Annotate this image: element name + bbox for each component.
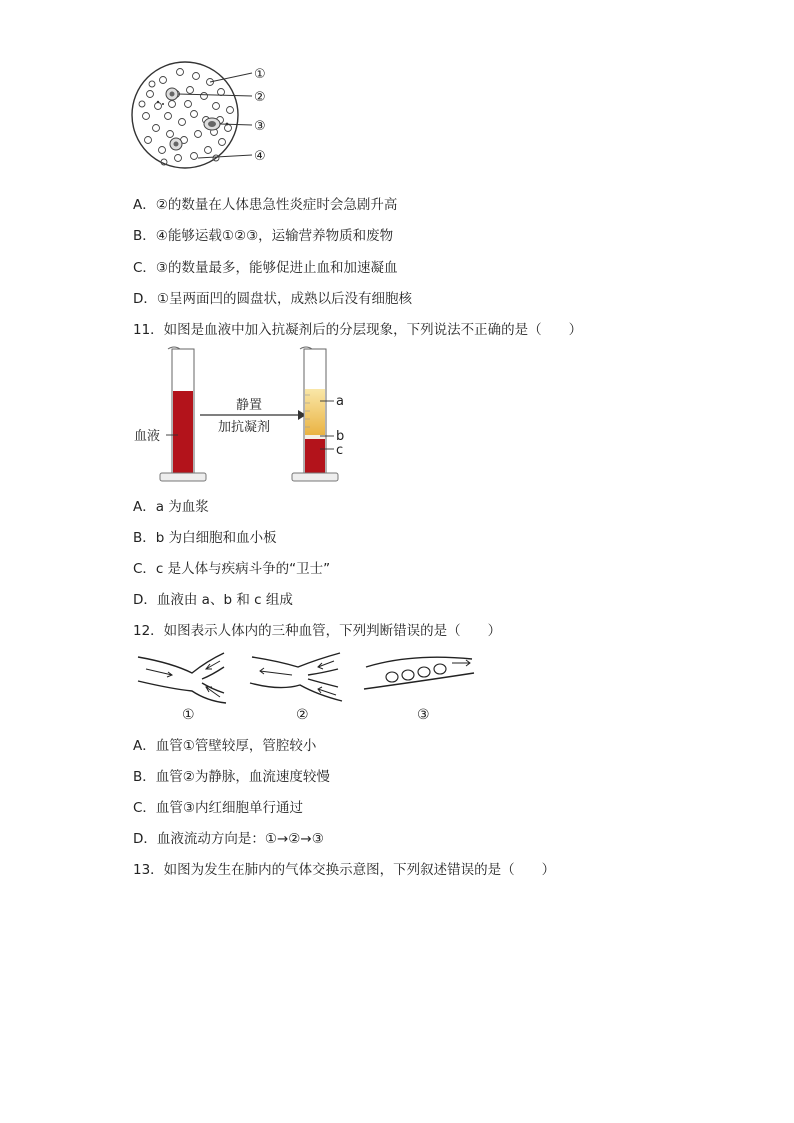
q10-option-b: B．④能够运载①②③，运输营养物质和废物 [133, 228, 394, 244]
q10-option-a: A．②的数量在人体患急性炎症时会急剧升高 [133, 197, 398, 213]
fig1-label-1: ① [254, 67, 266, 82]
blood-vessels-figure [132, 645, 482, 723]
vessel-label-2: ② [296, 707, 309, 723]
arrow-bottom-label: 加抗凝剂 [218, 420, 271, 435]
layer-a [305, 389, 325, 435]
q13-stem: 13．如图为发生在肺内的气体交换示意图，下列叙述错误的是（ ） [133, 862, 556, 878]
q12-option-d: D．血液流动方向是：①→②→③ [133, 831, 324, 847]
q12-option-c: C．血管③内红细胞单行通过 [133, 800, 304, 816]
left-blood [173, 391, 193, 473]
label-c: c [336, 443, 344, 458]
label-b: b [336, 429, 345, 444]
blood-label: 血液 [134, 429, 161, 444]
q11-stem: 11．如图是血液中加入抗凝剂后的分层现象，下列说法不正确的是（ ） [133, 322, 583, 338]
q12-option-b: B．血管②为静脉，血流速度较慢 [133, 769, 330, 785]
blood-smear-figure [128, 58, 278, 173]
vessel-label-1: ① [182, 707, 195, 723]
q11-option-c: C．c 是人体与疾病斗争的“卫士” [133, 561, 331, 577]
q12-stem: 12．如图表示人体内的三种血管，下列判断错误的是（ ） [133, 623, 502, 639]
label-a: a [336, 394, 344, 409]
q11-option-a: A．a 为血浆 [133, 499, 209, 515]
fig1-label-2: ② [254, 90, 266, 105]
arrow-top-label: 静置 [236, 398, 263, 413]
vessel-label-3: ③ [417, 707, 430, 723]
fig1-label-4: ④ [254, 149, 266, 164]
q10-option-c: C．③的数量最多，能够促进止血和加速凝血 [133, 260, 398, 276]
q11-option-d: D．血液由 a、b 和 c 组成 [133, 592, 293, 608]
layer-c [305, 439, 325, 473]
fig1-label-3: ③ [254, 119, 266, 134]
q12-option-a: A．血管①管壁较厚，管腔较小 [133, 738, 317, 754]
q10-option-d: D．①呈两面凹的圆盘状，成熟以后没有细胞核 [133, 291, 412, 307]
q11-option-b: B．b 为白细胞和血小板 [133, 530, 277, 546]
blood-layers-figure [130, 343, 360, 488]
